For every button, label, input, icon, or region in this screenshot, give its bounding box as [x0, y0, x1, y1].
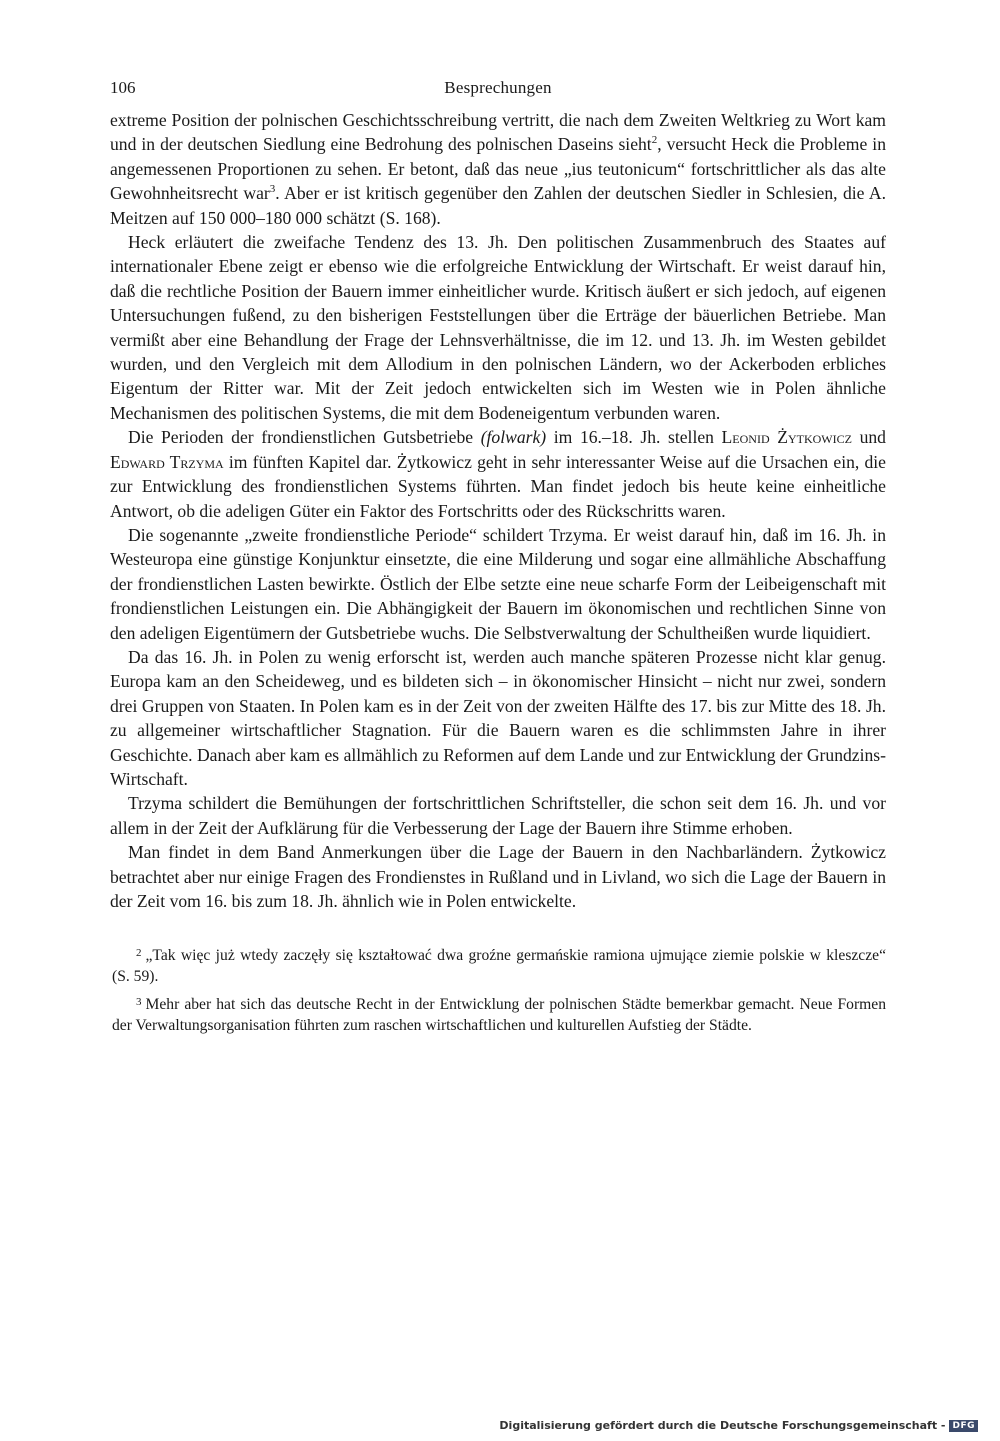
footnote-ref-3: 3	[269, 183, 276, 196]
footnote-mark: 3	[136, 996, 142, 1009]
author-name: Edward Trzyma	[110, 451, 224, 472]
paragraph-2: Heck erläutert die zweifache Tendenz des 13. Jh. Den politischen Zusammenbruch des Staates auf internationaler Ebene zeigt er ebenso wie die erfolgreiche Entwicklung der Wirtschaft. Er weist darauf hin, daß die rechtliche Position der Bauern immer einheitlicher wurde. Kritisch äußert er sich jedoch, auf eigenen Untersuchungen fußend, zu den bisherigen Feststellungen über die Erträge der bäuerlichen Betriebe. Man vermißt aber eine Behandlung der Frage der Lehnsverhältnisse, die im 12. und 13. Jh. im Westen gebildet wurden, und den Vergleich mit dem Allodium in den polnischen Ländern, wo der Ackerboden erbliches Eigentum der Ritter war. Mit der Zeit jedoch entwickelten sich im Westen wie in Polen ähnliche Mechanismen des politischen Systems, die mit dem Bodeneigentum verbunden waren.	[110, 232, 886, 423]
author-name: Leonid Żytkowicz	[721, 427, 852, 448]
paragraph-3: Die Perioden der frondienstlichen Gutsbetriebe (folwark) im 16.–18. Jh. stellen Leonid Żytkowicz und Edward Trzyma im fünften Kapitel dar. Żytkowicz geht in sehr interessanter Weise auf die Ursachen ein, die zur Entwicklung des frondienstlichen Systems führten. Man findet jedoch bis heute keine einheitliche Antwort, ob die adeligen Güter ein Faktor des Fortschritts oder des Rückschritts waren.	[110, 427, 886, 521]
digitization-credit	[499, 1419, 978, 1432]
page-header	[110, 78, 886, 108]
paragraph-7: Man findet in dem Band Anmerkungen über die Lage der Bauern in den Nachbarländern. Żytkowicz betrachtet aber nur einige Fragen des Frondienstes in Rußland und in Livland, wo sich die Lage der Bauern in der Zeit vom 16. bis zum 18. Jh. ähnlich wie in Polen entwickelte.	[110, 842, 886, 911]
footnote: $^3$ Mehr aber hat sich das deutsche Recht in der Entwicklung der polnischen Städte bemerkbar gemacht. Neue Formen der Verwaltungsorganisation führten zum raschen wirtschaftlichen und kulturellen Aufstieg der Städte.	[112, 996, 886, 1034]
footnotes	[110, 943, 886, 1036]
paragraph-6: Trzyma schildert die Bemühungen der fortschrittlichen Schriftsteller, die schon seit dem 16. Jh. und vor allem in der Zeit der Aufklärung für die Verbesserung der Lage der Bauern ihre Stimme erhoben.	[110, 793, 886, 838]
credit-text: Digitalisierung gefördert durch die Deutsche Forschungsgemeinschaft -	[499, 1419, 946, 1432]
paragraph-5: Da das 16. Jh. in Polen zu wenig erforscht ist, werden auch manche späteren Prozesse nicht klar genug. Europa kam an den Scheideweg, und es bildeten sich – in ökonomischer Hinsicht – nicht nur zwei, sondern drei Gruppen von Staaten. In Polen kam es in der Zeit von der zweiten Hälfte des 17. bis zur Mitte des 18. Jh. zu allgemeiner wirtschaftlicher Stagnation. Für die Bauern waren es die schlimmsten Jahre in ihrer Geschichte. Danach aber kam es allmählich zu Reformen auf dem Lande und zur Entwicklung der Grundzins-Wirtschaft.	[110, 646, 886, 789]
paragraph-4: Die sogenannte „zweite frondienstliche Periode“ schildert Trzyma. Er weist darauf hin, daß im 16. Jh. in Westeuropa eine günstige Konjunktur einsetzte, die eine Milderung und sogar eine allmähliche Abschaffung der frondienstlichen Lasten bewirkte. Östlich der Elbe setzte eine neue scharfe Form der Leibeigenschaft mit frondienstlichen Leistungen ein. Die Abhängigkeit der Bauern im ökonomischen und rechtlichen Sinne von den adeligen Eigentümern der Gutsbetriebe wuchs. Die Selbstverwaltung der Schultheißen wurde liquidiert.	[110, 524, 886, 643]
footnote-mark: 2	[136, 947, 142, 960]
running-head: Besprechungen	[444, 78, 552, 97]
body-text	[110, 108, 886, 913]
paragraph-1: extreme Position der polnischen Geschichtsschreibung vertritt, die nach dem Zweiten Weltkrieg zu Wort kam und in der deutschen Siedlung eine Bedrohung des polnischen Daseins sieht$^2$, versucht Heck die Probleme in angemessenen Proportionen zu sehen. Er betont, daß das neue „ius teutonicum“ fortschrittlicher als das alte Gewohnheitsrecht war$^3$. Aber er ist kritisch gegenüber den Zahlen der deutschen Siedler in Schlesien, die A. Meitzen auf 150 000–180 000 schätzt (S. 168).	[110, 110, 887, 228]
dfg-logo: DFG	[949, 1420, 978, 1432]
page-number: 106	[110, 78, 136, 97]
italic-term: (folwark)	[480, 427, 547, 448]
footnote: $^2$ „Tak więc już wtedy zaczęły się kształtować dwa groźne germańskie ramiona ujmujące ziemie polskie w kleszcze“ (S. 59).	[112, 947, 886, 985]
footnote-ref-2: 2	[651, 134, 658, 147]
page	[110, 78, 886, 1041]
